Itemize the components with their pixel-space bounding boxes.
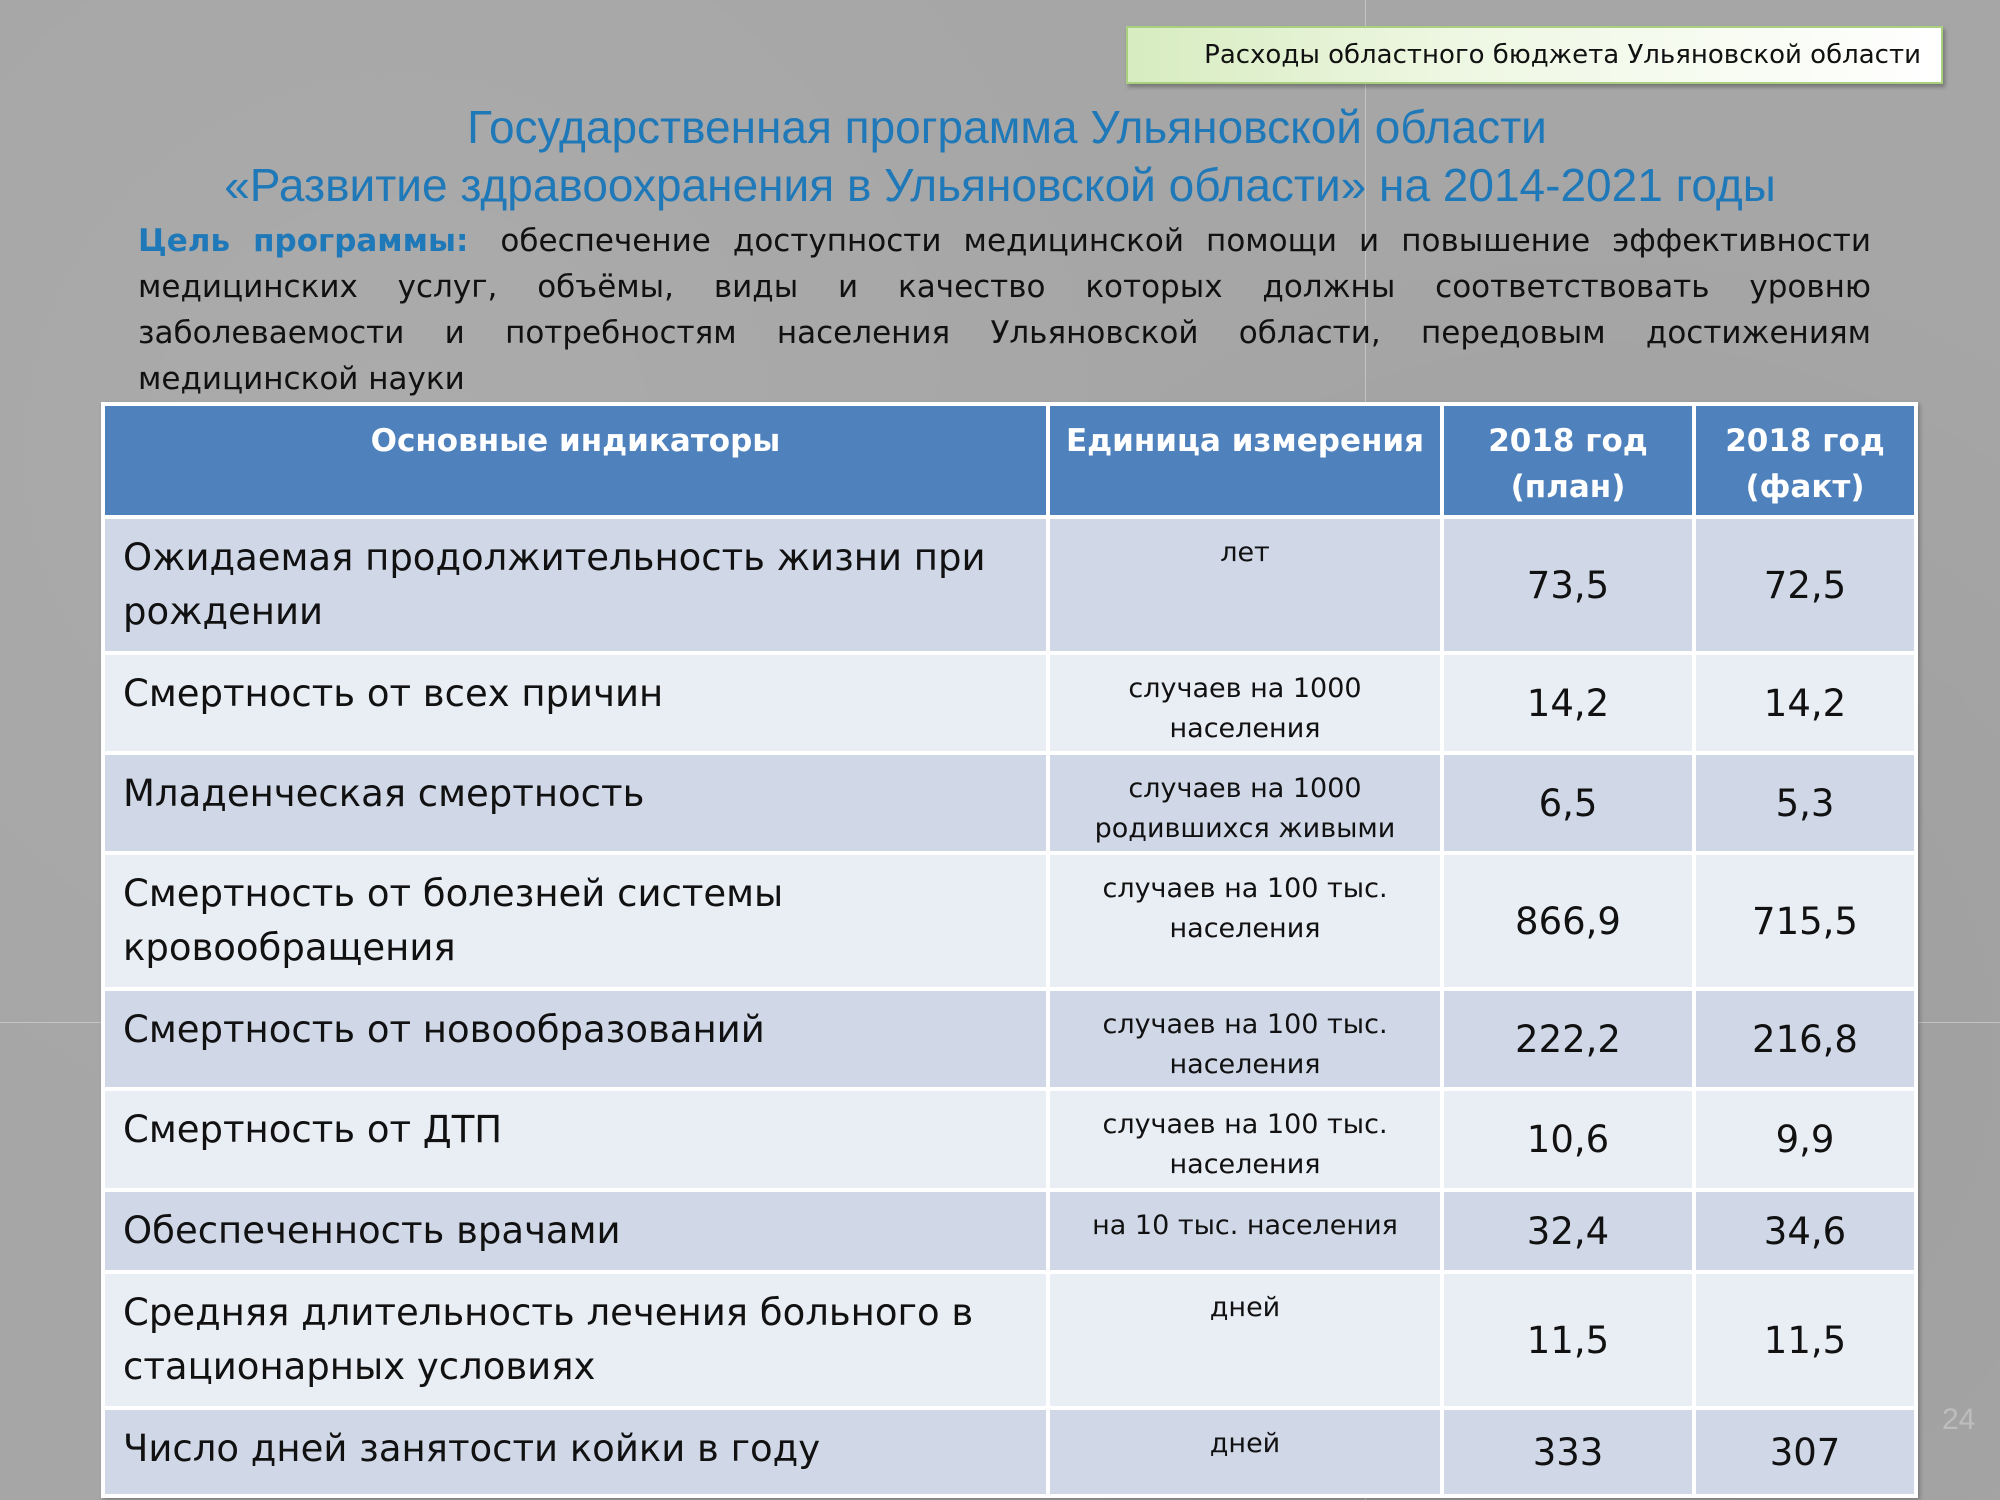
- fact-cell: 715,5: [1694, 853, 1916, 989]
- header-unit: Единица измерения: [1048, 404, 1442, 517]
- plan-cell: 73,5: [1442, 517, 1694, 653]
- plan-cell: 866,9: [1442, 853, 1694, 989]
- indicators-table: [101, 402, 1918, 1498]
- unit-cell: дней: [1048, 1272, 1442, 1408]
- header-plan: 2018 год (план): [1442, 404, 1694, 517]
- unit-cell: дней: [1048, 1408, 1442, 1496]
- fact-cell: 72,5: [1694, 517, 1916, 653]
- table-row: [103, 989, 1916, 1089]
- plan-cell: 333: [1442, 1408, 1694, 1496]
- fact-cell: 11,5: [1694, 1272, 1916, 1408]
- plan-cell: 10,6: [1442, 1089, 1694, 1190]
- indicator-cell: Обеспеченность врачами: [103, 1190, 1048, 1272]
- table-row: [103, 1190, 1916, 1272]
- fact-cell: 34,6: [1694, 1190, 1916, 1272]
- indicator-cell: Ожидаемая продолжительность жизни при рождении: [103, 517, 1048, 653]
- table-row: [103, 517, 1916, 653]
- plan-cell: 11,5: [1442, 1272, 1694, 1408]
- slide-title-line2: «Развитие здравоохранения в Ульяновской области» на 2014-2021 годы: [224, 159, 1776, 211]
- slide-title-line1: Государственная программа Ульяновской области: [467, 101, 1547, 153]
- indicator-cell: Смертность от ДТП: [103, 1089, 1048, 1190]
- table-row: [103, 853, 1916, 989]
- unit-cell: лет: [1048, 517, 1442, 653]
- unit-cell: случаев на 1000 населения: [1048, 653, 1442, 753]
- table-row: [103, 653, 1916, 753]
- unit-cell: случаев на 100 тыс. населения: [1048, 1089, 1442, 1190]
- indicator-cell: Смертность от всех причин: [103, 653, 1048, 753]
- indicator-cell: Смертность от новообразований: [103, 989, 1048, 1089]
- program-goal-label: Цель программы:: [138, 223, 469, 259]
- table-header-row: [103, 404, 1916, 517]
- fact-cell: 9,9: [1694, 1089, 1916, 1190]
- unit-cell: случаев на 100 тыс. населения: [1048, 853, 1442, 989]
- page-number: 24: [1942, 1403, 1976, 1436]
- plan-cell: 14,2: [1442, 653, 1694, 753]
- fact-cell: 14,2: [1694, 653, 1916, 753]
- plan-cell: 222,2: [1442, 989, 1694, 1089]
- program-goal: [138, 218, 1871, 402]
- header-indicator: Основные индикаторы: [103, 404, 1048, 517]
- table-row: [103, 1089, 1916, 1190]
- section-badge: [1126, 26, 1943, 84]
- unit-cell: случаев на 100 тыс. населения: [1048, 989, 1442, 1089]
- slide-title: [0, 98, 2000, 214]
- unit-cell: на 10 тыс. населения: [1048, 1190, 1442, 1272]
- indicator-cell: Средняя длительность лечения больного в стационарных условиях: [103, 1272, 1048, 1408]
- indicator-cell: Смертность от болезней системы кровообращения: [103, 853, 1048, 989]
- header-fact: 2018 год (факт): [1694, 404, 1916, 517]
- fact-cell: 5,3: [1694, 753, 1916, 853]
- fact-cell: 307: [1694, 1408, 1916, 1496]
- unit-cell: случаев на 1000 родившихся живыми: [1048, 753, 1442, 853]
- plan-cell: 6,5: [1442, 753, 1694, 853]
- table-row: [103, 1272, 1916, 1408]
- section-badge-text: Расходы областного бюджета Ульяновской области: [1204, 40, 1921, 70]
- fact-cell: 216,8: [1694, 989, 1916, 1089]
- table-row: [103, 753, 1916, 853]
- indicator-cell: Число дней занятости койки в году: [103, 1408, 1048, 1496]
- program-goal-text: обеспечение доступности медицинской помощи и повышение эффективности медицинских услуг, объёмы, виды и качество которых должны соответствовать уровню заболеваемости и потребностям населения Ульяновской области, передовым достижениям медицинской науки: [138, 223, 1871, 397]
- table-row: [103, 1408, 1916, 1496]
- indicator-cell: Младенческая смертность: [103, 753, 1048, 853]
- plan-cell: 32,4: [1442, 1190, 1694, 1272]
